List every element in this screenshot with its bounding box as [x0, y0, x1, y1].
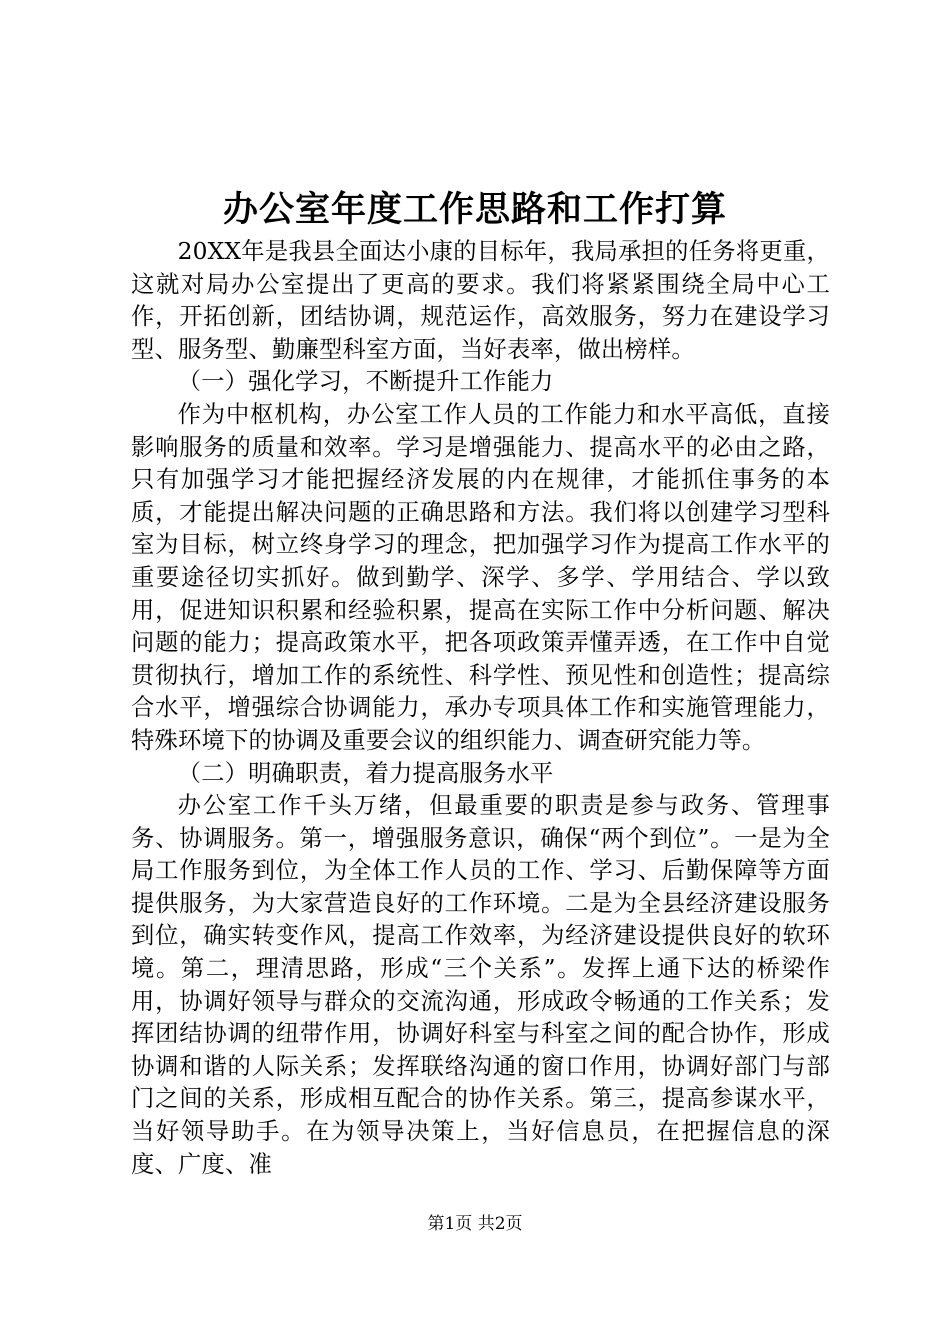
intro-paragraph: 20XX年是我县全面达小康的目标年，我局承担的任务将更重，这就对局办公室提出了更高的要求。我们将紧紧围绕全局中心工作，开拓创新，团结协调，规范运作，高效服务，努力在建设学习型、服务型、勤廉型科室方面，当好表率，做出榜样。 — [131, 238, 830, 363]
document-body — [131, 236, 830, 1181]
section-2-heading: （二）明确职责，着力提高服务水平 — [177, 759, 554, 787]
page-footer: 第1页 共2页 — [427, 1214, 523, 1234]
section-1-paragraph: 作为中枢机构，办公室工作人员的工作能力和水平高低，直接影响服务的质量和效率。学习是增强能力、提高水平的必由之路，只有加强学习才能把握经济发展的内在规律，才能抓住事务的本质，才能提出解决问题的正确思路和方法。我们将以创建学习型科室为目标，树立终身学习的理念，把加强学习作为提高工作水平的重要途径切实抓好。做到勤学、深学、多学、学用结合、学以致用，促进知识积累和经验积累，提高在实际工作中分析问题、解决问题的能力；提高政策水平，把各项政策弄懂弄透，在工作中自觉贯彻执行，增加工作的系统性、科学性、预见性和创造性；提高综合水平，增强综合协调能力，承办专项具体工作和实施管理能力，特殊环境下的协调及重要会议的组织能力、调查研究能力等。 — [131, 400, 830, 754]
section-2-paragraph: 办公室工作千头万绪，但最重要的职责是参与政务、管理事务、协调服务。第一，增强服务意识，确保“两个到位”。一是为全局工作服务到位，为全体工作人员的工作、学习、后勤保障等方面提供服务，为大家营造良好的工作环境。二是为全县经济建设服务到位，确实转变作风，提高工作效率，为经济建设提供良好的软环境。第二，理清思路，形成“三个关系”。发挥上通下达的桥梁作用，协调好领导与群众的交流沟通，形成政令畅通的工作关系；发挥团结协调的纽带作用，协调好科室与科室之间的配合协作，形成协调和谐的人际关系；发挥联络沟通的窗口作用，协调好部门与部门之间的关系，形成相互配合的协作关系。第三，提高参谋水平，当好领导助手。在为领导决策上，当好信息员，在把握信息的深度、广度、准 — [131, 792, 830, 1178]
document-title: 办公室年度工作思路和工作打算 — [222, 189, 727, 230]
section-1-heading: （一）强化学习，不断提升工作能力 — [177, 368, 554, 396]
